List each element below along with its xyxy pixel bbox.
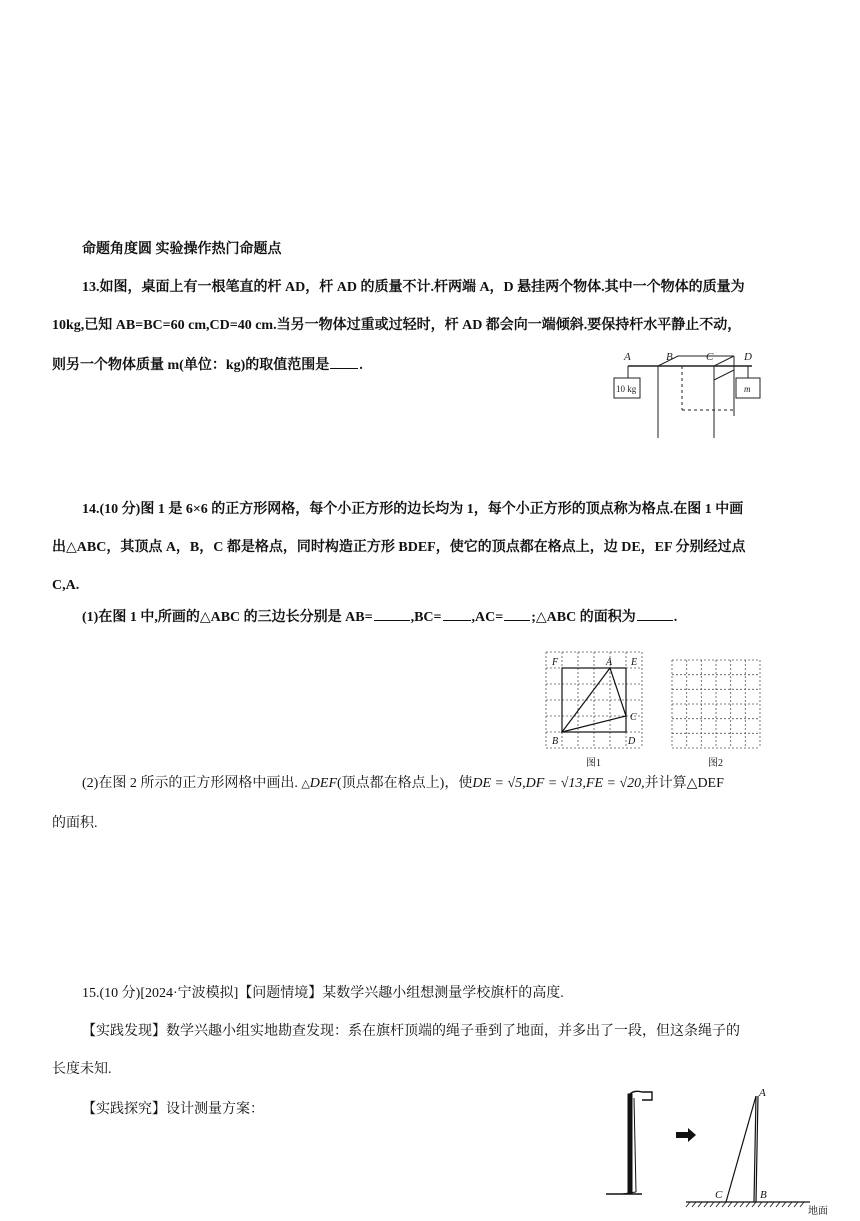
- q13-weight-right: m: [744, 384, 751, 394]
- q14-part-2-text-c: (顶点都在格点上)，使: [337, 776, 473, 791]
- q14-part-1: [82, 606, 677, 628]
- q15-line-4: 【实践探究】设计测量方案：: [82, 1102, 264, 1117]
- fig1-label-F: F: [552, 657, 559, 668]
- q15-ground-label: 地面: [808, 1206, 828, 1216]
- section-heading: 命题角度圆 实验操作热门命题点: [82, 242, 282, 257]
- q14-part-2-def: DEF: [309, 776, 338, 791]
- fig1-label-C: C: [630, 712, 637, 723]
- q14-area-blank[interactable]: [637, 606, 673, 621]
- fig2-caption: 图2: [708, 758, 723, 769]
- q13-label-B: B: [666, 351, 673, 363]
- q15-line-3: 长度未知.: [52, 1062, 112, 1077]
- q14-part-1-text-e: .: [673, 610, 678, 625]
- q15-flagpole-figure: [598, 1084, 838, 1216]
- q14-part-1-text-d: ;△ABC 的面积为: [531, 610, 636, 625]
- q15-line-2: 【实践发现】数学兴趣小组实地勘查发现：系在旗杆顶端的绳子垂到了地面，并多出了一段，但这条绳子的: [82, 1024, 740, 1039]
- q14-part-2-line-2: 的面积.: [52, 816, 98, 831]
- q14-part-1-text-c: ,AC=: [471, 610, 504, 625]
- triangle-symbol-icon: △: [301, 778, 310, 790]
- fig1-caption: 图1: [586, 758, 601, 769]
- q13-line-3-end: .: [359, 358, 363, 373]
- q15-line-1: 15.(10 分)[2024·宁波模拟]【问题情境】某数学兴趣小组想测量学校旗杆的高度.: [82, 986, 564, 1001]
- q13-label-D: D: [744, 351, 752, 363]
- q14-part-1-text-a: (1)在图 1 中,所画的△ABC 的三边长分别是 AB=: [82, 610, 373, 625]
- q13-label-C: C: [706, 351, 714, 363]
- q14-part-2-text-a: (2)在图 2 所示的正方形网格中画出.: [82, 776, 298, 791]
- q14-line-3: C,A.: [52, 578, 80, 593]
- fig1-label-A: A: [606, 657, 613, 668]
- q14-bc-blank[interactable]: [443, 606, 471, 621]
- q14-part-2: [82, 774, 724, 794]
- q14-ac-blank[interactable]: [504, 606, 530, 621]
- q15-label-A: A: [759, 1087, 766, 1099]
- fig1-label-B: B: [552, 736, 559, 747]
- q14-part-2-formula: DE = √5,DF = √13,FE = √20,: [472, 776, 645, 791]
- fig1-label-E: E: [631, 657, 638, 668]
- q14-line-2: 出△ABC，其顶点 A，B，C 都是格点，同时构造正方形 BDEF，使它的顶点都在格点上，边 DE，EF 分别经过点: [52, 540, 746, 555]
- q13-lever-figure: [608, 350, 772, 442]
- q14-part-2-text-e: 并计算△DEF: [644, 776, 724, 791]
- q13-line-3-text: 则另一个物体质量 m(单位：kg)的取值范围是: [52, 358, 330, 373]
- fig1-label-D: D: [628, 736, 636, 747]
- q13-line-3: [52, 354, 363, 376]
- q15-label-C: C: [715, 1189, 723, 1201]
- q14-line-1: 14.(10 分)图 1 是 6×6 的正方形网格，每个小正方形的边长均为 1，每个小正方形的顶点称为格点.在图 1 中画: [82, 502, 744, 517]
- q14-ab-blank[interactable]: [374, 606, 410, 621]
- q14-part-1-text-b: ,BC=: [410, 610, 442, 625]
- q13-line-1: 13.如图，桌面上有一根笔直的杆 AD，杆 AD 的质量不计.杆两端 A，D 悬挂两个物体.其中一个物体的质量为: [82, 280, 745, 295]
- q13-answer-blank[interactable]: [330, 354, 358, 369]
- q13-line-2: 10kg,已知 AB=BC=60 cm,CD=40 cm.当另一物体过重或过轻时，杆 AD 都会向一端倾斜.要保持杆水平静止不动，: [52, 318, 742, 333]
- q15-label-B: B: [760, 1189, 767, 1201]
- q13-weight-left: 10 kg: [616, 384, 637, 394]
- q13-label-A: A: [624, 351, 631, 363]
- q14-grid-figures: [540, 648, 770, 772]
